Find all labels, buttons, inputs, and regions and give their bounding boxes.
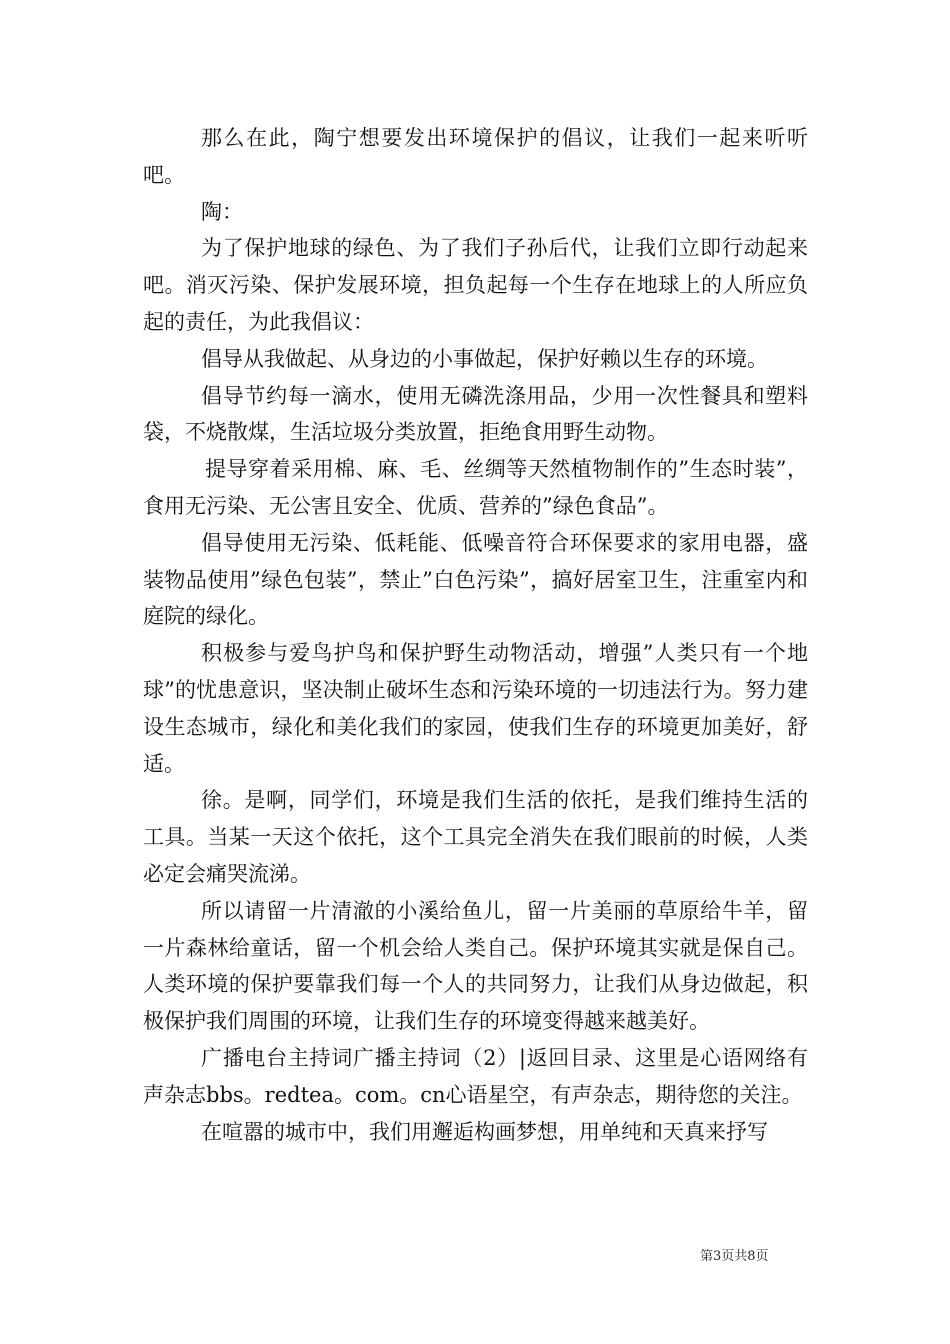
page-number: 第3页共8页 bbox=[700, 1249, 769, 1264]
paragraph-radio-intro: 广播电台主持词广播主持词（2）|返回目录、这里是心语网络有声杂志bbs。redtea。com。cn心语星空，有声杂志，期待您的关注。 bbox=[143, 1045, 808, 1107]
paragraph-leave-nature: 所以请留一片清澈的小溪给鱼儿，留一片美丽的草原给牛羊，留一片森林给童话，留一个机会给人类自己。保护环境其实就是保自己。人类环境的保护要靠我们每一个人的共同努力，让我们从身边做起，积极保护我们周围的环境，让我们生存的环境变得越来越美好。 bbox=[143, 898, 808, 1034]
paragraph-save-water: 倡导节约每一滴水，使用无磷洗涤用品，少用一次性餐具和塑料袋，不烧散煤，生活垃圾分类放置，拒绝食用野生动物。 bbox=[143, 383, 808, 445]
paragraph-eco-fashion: 提导穿着采用棉、麻、毛、丝绸等天然植物制作的”生态时装”，食用无污染、无公害且安全、优质、营养的”绿色食品”。 bbox=[143, 457, 808, 518]
paragraph-invitation: 那么在此，陶宁想要发出环境保护的倡议，让我们一起来听听吧。 bbox=[143, 126, 808, 187]
paragraph-protect-wildlife: 积极参与爱鸟护鸟和保护野生动物活动，增强”人类只有一个地球”的忧患意识，坚决制止破坏生态和污染环境的一切违法行为。努力建设生态城市，绿化和美化我们的家园，使我们生存的环境更加美好，舒适。 bbox=[143, 641, 808, 776]
paragraph-speaker-xu: 徐。是啊，同学们，环境是我们生活的依托，是我们维持生活的工具。当某一天这个依托，这个工具完全消失在我们眼前的时候，人类必定会痛哭流涕。 bbox=[143, 788, 808, 886]
document-body bbox=[143, 120, 808, 1150]
paragraph-city-dreams: 在喧嚣的城市中，我们用邂逅构画梦想，用单纯和天真来抒写 bbox=[201, 1119, 768, 1144]
paragraph-call-to-action: 为了保护地球的绿色、为了我们子孙后代，让我们立即行动起来吧。消灭污染、保护发展环境，担负起每一个生存在地球上的人所应负起的责任，为此我倡议： bbox=[143, 236, 808, 334]
paragraph-green-appliances: 倡导使用无污染、低耗能、低噪音符合环保要求的家用电器，盛装物品使用”绿色包装”，禁止”白色污染”，搞好居室卫生，注重室内和庭院的绿化。 bbox=[143, 530, 808, 629]
paragraph-start-with-me: 倡导从我做起、从身边的小事做起，保护好赖以生存的环境。 bbox=[201, 346, 768, 371]
paragraph-speaker-tao: 陶： bbox=[201, 199, 243, 224]
